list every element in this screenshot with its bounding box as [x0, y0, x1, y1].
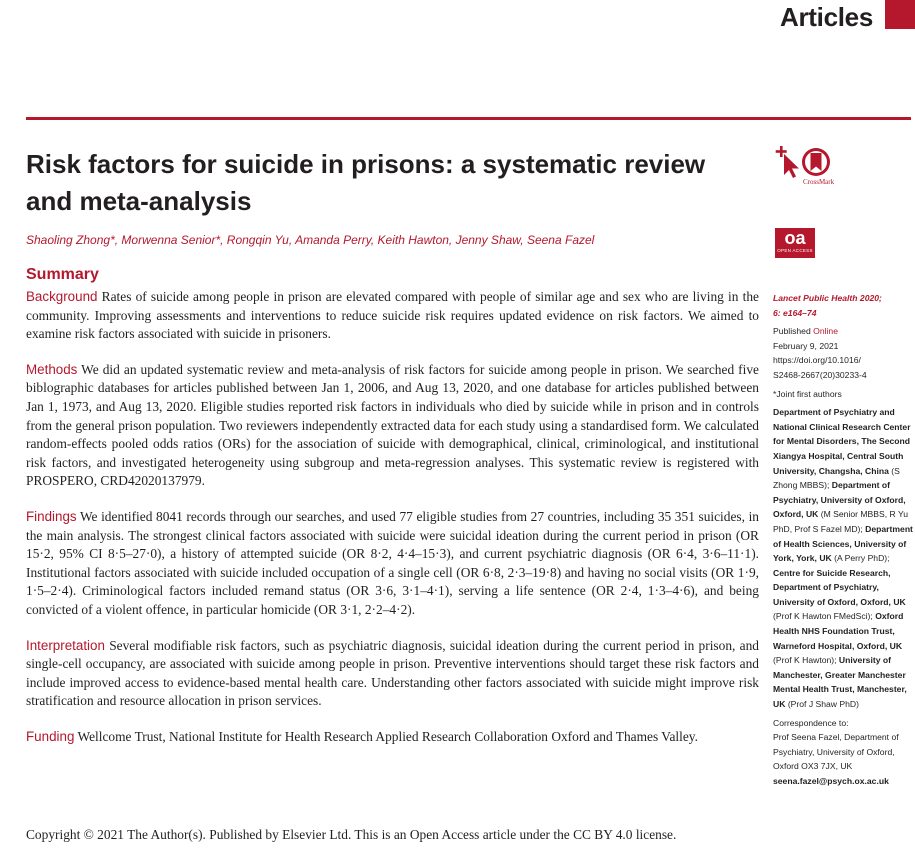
journal-ref-line-2: 6: e164–74	[773, 307, 817, 318]
correspondence-email[interactable]: seena.fazel@psych.ox.ac.uk	[773, 776, 889, 786]
abstract-funding	[26, 728, 759, 747]
journal-ref-line-1: Lancet Public Health 2020;	[773, 293, 882, 303]
correspondence	[773, 716, 913, 789]
findings-label: Findings	[26, 508, 77, 524]
doi-link-line-1[interactable]: https://doi.org/10.1016/	[773, 355, 861, 366]
publication-info	[773, 324, 913, 382]
abstract-findings	[26, 508, 759, 620]
affiliation-name: Department of Psychiatry, University of Oxford, Oxford, UK	[773, 480, 906, 520]
funding-label: Funding	[26, 728, 75, 744]
oa-subtext: OPEN ACCESS	[777, 248, 813, 253]
section-label: Articles	[780, 2, 873, 32]
joint-first-note: *Joint first authors	[773, 388, 842, 399]
journal-citation	[773, 291, 913, 320]
interpretation-text: Several modifiable risk factors, such as psychiatric diagnosis, suicidal ideation during the current period in prison, and single-cell occupancy, are associated with suicide among people in prison. Preventive interventions should target these risk factors and include improved access to evidence-based mental health care. Understanding other factors associated with suicide might improve risk stratification and resource allocation in prison services.	[26, 637, 759, 709]
abstract-background	[26, 288, 759, 344]
background-label: Background	[26, 289, 98, 304]
oa-text: oa	[784, 228, 806, 248]
open-access-icon	[775, 228, 815, 258]
abstract-methods	[26, 361, 759, 491]
section-color-block	[885, 0, 915, 29]
published-prefix: Published	[773, 326, 814, 337]
article-sidebar	[773, 291, 913, 793]
affiliation-people: (A Perry PhD);	[834, 553, 890, 564]
methods-text: We did an updated systematic review and meta-analysis of risk factors for suicide among people in prison. We searched five biblographic databases for articles published between Jan 1, 2006, and Aug 13, 2020, and one database for articles published between Jan 1, 1973, and Aug 13, 2020. Eligible studies reported risk factors in individuals who died by suicide while in prison and in controls from the general prison population. Two reviewers independently extracted data for each study using a standardised form. We calculated random-effects pooled odds ratios (ORs) for the association of suicide with demographical, clinical, criminological, and institutional risk factors, and investigated heterogeneity using subgroup and meta-regression analyses. This systematic review is registered with PROSPERO, CRD42020137979.	[26, 361, 760, 489]
affiliation-name: Centre for Suicide Research, Department of Psychiatry, University of Oxford, Oxford, UK	[773, 567, 906, 607]
funding-text: Wellcome Trust, National Institute for Health Research Applied Research Collaboration Oxford and Thames Valley.	[77, 728, 698, 744]
published-line	[773, 324, 913, 339]
copyright-line: Copyright © 2021 The Author(s). Published by Elsevier Ltd. This is an Open Access article under the CC BY 4.0 license.	[26, 827, 677, 842]
affiliation-name: Oxford Health NHS Foundation Trust, Warneford Hospital, Oxford, UK	[773, 611, 904, 651]
affiliation-people: (Prof K Hawton);	[773, 655, 837, 666]
affiliation-name: Department of Health Sciences, University of York, York, UK	[773, 523, 913, 564]
article-title: Risk factors for suicide in prisons: a systematic review and meta-analysis	[26, 149, 706, 216]
affiliations	[773, 405, 913, 711]
abstract-interpretation	[26, 637, 759, 711]
summary-heading: Summary	[26, 266, 99, 283]
background-text: Rates of suicide among people in prison are elevated compared with people of similar age and sex who are living in the community. Improving assessments and interventions to reduce suicide risk requires updated evidence on risk factors. We aimed to examine risk factors associated with suicide in prisoners.	[26, 289, 759, 342]
crossmark-icon[interactable]	[772, 145, 842, 195]
affiliation-name: Department of Psychiatry and National Clinical Research Center for Mental Disorders, The Second Xiangya Hospital, Central South University, Changsha, China	[773, 407, 911, 476]
affiliation-people: (Prof J Shaw PhD)	[787, 699, 859, 710]
abstract	[26, 288, 759, 763]
affiliation-people: (Prof K Hawton FMedSci);	[773, 611, 873, 622]
published-online: Online	[813, 326, 838, 337]
interpretation-label: Interpretation	[26, 637, 105, 653]
correspondence-label: Correspondence to:	[773, 717, 849, 728]
findings-text: We identified 8041 records through our searches, and used 77 eligible studies from 27 countries, including 35 351 suicides, in the main analysis. The strongest clinical factors associated with suicide were suicidal ideation during the current period in prison (OR 15·2, 95% CI 8·5–27·0), a history of attempted suicide (OR 8·2, 4·4–15·3), and current psychiatric diagnosis (OR 6·4, 3·6–11·1). Institutional factors associated with suicide included occupation of a single cell (OR 6·8, 2·3–19·8) and having no social visits (OR 1·9, 1·5–2·4). Criminological factors included remand status (OR 3·6, 3·1–4·1), serving a life sentence (OR 2·4, 1·3–4·6), and being convicted of a violent offence, in particular homicide (OR 3·1, 2·2–4·2).	[26, 508, 759, 617]
affiliation-people: (S Zhong MBBS);	[773, 465, 900, 491]
top-rule	[26, 117, 911, 120]
affiliation-people: (M Senior MBBS, R Yu PhD, Prof S Fazel MD);	[773, 509, 908, 534]
crossmark-label: CrossMark	[803, 178, 835, 186]
publication-date: February 9, 2021	[773, 340, 839, 351]
affiliation-name: University of Manchester, Greater Manchester Mental Health Trust, Manchester, UK	[773, 655, 907, 710]
doi-link-line-2[interactable]: S2468-2667(20)30233-4	[773, 369, 867, 380]
methods-label: Methods	[26, 361, 78, 377]
correspondence-name: Prof Seena Fazel, Department of Psychiatry, University of Oxford, Oxford OX3 7JX, UK	[773, 732, 899, 772]
author-list: Shaoling Zhong*, Morwenna Senior*, Rongqin Yu, Amanda Perry, Keith Hawton, Jenny Shaw, Seena Fazel	[26, 233, 595, 247]
